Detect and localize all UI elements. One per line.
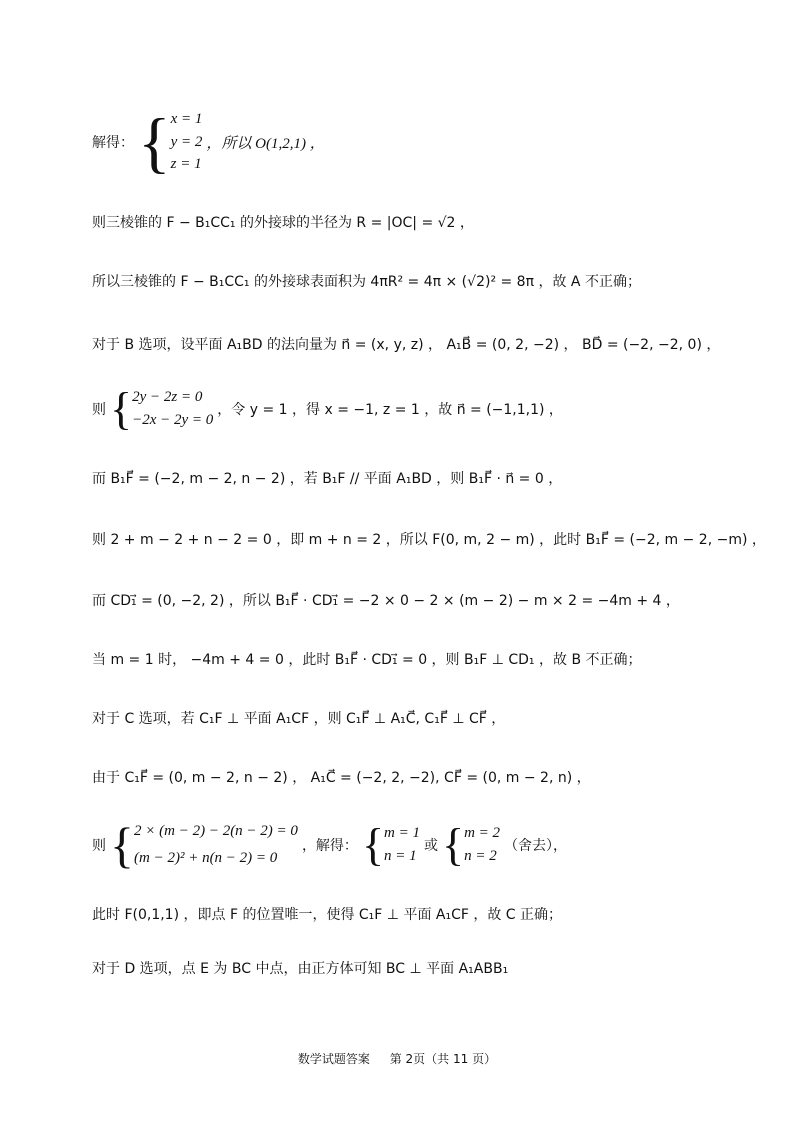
line-suffix: （舍去），	[504, 838, 568, 854]
line-text: 而 CD₁⃗ = (0, −2, 2) ，所以 B₁F⃗ · CD₁⃗ = −2 × 0 − 2 × (m − 2) − m × 2 = −4m + 4 ，	[92, 593, 680, 609]
system-rows	[384, 825, 420, 865]
solution-line-13	[92, 904, 562, 924]
line-text: 此时 F(0,1,1) ，即点 F 的位置唯一，使得 C₁F ⊥ 平面 A₁CF ，故 C 正确；	[92, 907, 563, 923]
footer-page-number: 第 2页（共 11 页）	[389, 1052, 497, 1066]
system-row: (m − 2)² + n(n − 2) = 0	[134, 850, 278, 866]
solution-line-6	[92, 468, 562, 488]
solution-line-1	[92, 104, 325, 180]
solution-line-8	[92, 590, 680, 610]
line-text: 对于 D 选项，点 E 为 BC 中点，由正方体可知 BC ⊥ 平面 A₁ABB₁	[92, 961, 509, 977]
line-text: 对于 B 选项，设平面 A₁BD 的法向量为 n⃗ = (x, y, z) ， A₁B⃗ = (0, 2, −2) ， BD⃗ = (−2, −2, 0) ，	[92, 337, 721, 353]
line-text: 当 m = 1 时， −4m + 4 = 0 ，此时 B₁F⃗ · CD₁⃗ = 0 ，则 B₁F ⊥ CD₁ ，故 B 不正确；	[92, 652, 642, 668]
equation-system	[110, 817, 298, 873]
solution-line-9	[92, 649, 642, 669]
solution-line-3	[92, 271, 641, 291]
line-mid: ，解得：	[301, 838, 358, 854]
footer-title: 数学试题答案	[297, 1052, 370, 1066]
system-rows	[464, 825, 500, 865]
solution-line-10	[92, 708, 505, 728]
solution-line-11	[92, 767, 591, 787]
line-text: 由于 C₁F⃗ = (0, m − 2, n − 2) ， A₁C⃗ = (−2, 2, −2), CF⃗ = (0, m − 2, n) ，	[92, 770, 591, 786]
equation-system	[110, 383, 214, 434]
system-row: n = 2	[464, 848, 497, 864]
solution-line-7	[92, 529, 766, 549]
equation-system	[361, 819, 420, 870]
system-row: 2y − 2z = 0	[132, 389, 203, 405]
equation-system	[442, 819, 501, 870]
line-prefix: 解得：	[92, 135, 134, 151]
system-rows	[171, 111, 203, 173]
line-text: 对于 C 选项，若 C₁F ⊥ 平面 A₁CF ，则 C₁F⃗ ⊥ A₁C⃗, C₁F⃗ ⊥ CF⃗ ，	[92, 711, 506, 727]
line-suffix: ，所以 O(1,2,1) ，	[206, 135, 325, 152]
line-mid: 或	[424, 838, 438, 854]
system-row: n = 1	[384, 848, 417, 864]
line-prefix: 则	[92, 838, 106, 854]
page-footer	[0, 1050, 794, 1067]
system-row: 2 × (m − 2) − 2(n − 2) = 0	[134, 823, 298, 839]
system-rows	[132, 389, 213, 429]
left-brace: {	[138, 104, 171, 180]
solution-line-12	[92, 817, 568, 873]
line-prefix: 则	[92, 402, 106, 418]
line-text: 则 2 + m − 2 + n − 2 = 0 ，即 m + n = 2 ，所以 F(0, m, 2 − m) ，此时 B₁F⃗ = (−2, m − 2, −m) ，	[92, 532, 766, 548]
left-brace: {	[110, 817, 134, 873]
system-row: z = 1	[170, 156, 202, 172]
system-row: −2x − 2y = 0	[132, 412, 214, 428]
line-text: 则三棱锥的 F − B₁CC₁ 的外接球的半径为 R = |OC| = √2 ，	[92, 215, 474, 231]
left-brace: {	[442, 819, 465, 870]
solution-line-5	[92, 383, 563, 434]
system-row: y = 2	[170, 133, 203, 150]
line-text: 而 B₁F⃗ = (−2, m − 2, n − 2) ，若 B₁F // 平面 A₁BD ，则 B₁F⃗ · n⃗ = 0 ，	[92, 471, 563, 487]
solution-line-14	[92, 958, 508, 978]
system-row: m = 1	[384, 825, 420, 841]
left-brace: {	[110, 383, 133, 434]
left-brace: {	[361, 819, 385, 870]
solution-line-2	[92, 212, 474, 232]
system-row: x = 1	[170, 111, 203, 127]
line-suffix: ，令 y = 1 ，得 x = −1, z = 1 ，故 n⃗ = (−1,1,1) ，	[217, 402, 563, 418]
line-text: 所以三棱锥的 F − B₁CC₁ 的外接球表面积为 4πR² = 4π × (√2)² = 8π ，故 A 不正确；	[92, 274, 641, 290]
equation-system	[138, 104, 203, 180]
solution-line-4	[92, 334, 720, 354]
system-row: m = 2	[464, 825, 501, 841]
system-rows	[134, 823, 298, 867]
